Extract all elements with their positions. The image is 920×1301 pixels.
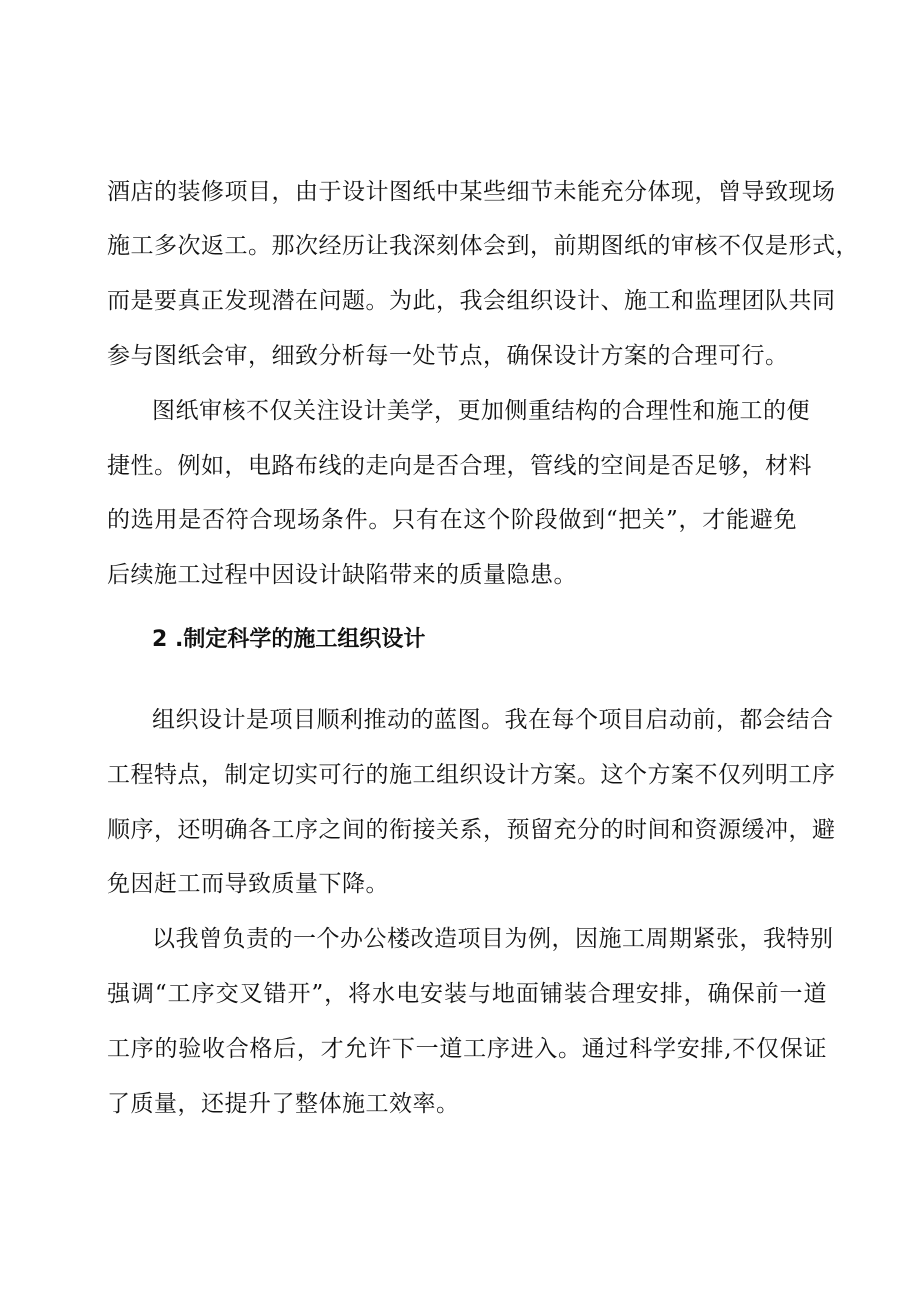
paragraph-4-line-3: 工序的验收合格后，才允许下一道工序进入。通过科学安排,不仅保证 [107,1036,827,1062]
paragraph-3-line-1: 组织设计是项目顺利推动的蓝图。我在每个项目启动前，都会结合 [152,707,834,733]
paragraph-1-line-2: 施工多次返工。那次经历让我深刻体会到，前期图纸的审核不仅是形式， [107,233,859,259]
paragraph-1-line-4: 参与图纸会审，细致分析每一处节点，确保设计方案的合理可行。 [107,343,789,369]
paragraph-1-line-3: 而是要真正发现潜在问题。为此，我会组织设计、施工和监理团队共同 [107,288,836,314]
paragraph-3-line-2: 工程特点，制定切实可行的施工组织设计方案。这个方案不仅列明工序 [107,762,836,788]
paragraph-4-line-4: 了质量，还提升了整体施工效率。 [107,1091,460,1117]
paragraph-2-line-2: 捷性。例如，电路布线的走向是否合理，管线的空间是否足够，材料 [107,453,812,479]
paragraph-4-line-1: 以我曾负责的一个办公楼改造项目为例，因施工周期紧张，我特别 [152,926,834,952]
section-heading: 2 .制定科学的施工组织设计 [152,627,426,652]
paragraph-2-line-4: 后续施工过程中因设计缺陷带来的质量隐患。 [107,562,577,588]
paragraph-3-line-4: 免因赶工而导致质量下降。 [107,871,389,897]
paragraph-1-line-1: 酒店的装修项目，由于设计图纸中某些细节未能充分体现，曾导致现场 [107,179,836,205]
paragraph-2-line-3: 的选用是否符合现场条件。只有在这个阶段做到“把关”，才能避免 [107,507,797,533]
paragraph-2-line-1: 图纸审核不仅关注设计美学，更加侧重结构的合理性和施工的便 [152,398,810,424]
paragraph-4-line-2: 强调“工序交叉错开”，将水电安装与地面铺装合理安排，确保前一道 [107,981,827,1007]
paragraph-3-line-3: 顺序，还明确各工序之间的衔接关系，预留充分的时间和资源缓冲，避 [107,817,836,843]
